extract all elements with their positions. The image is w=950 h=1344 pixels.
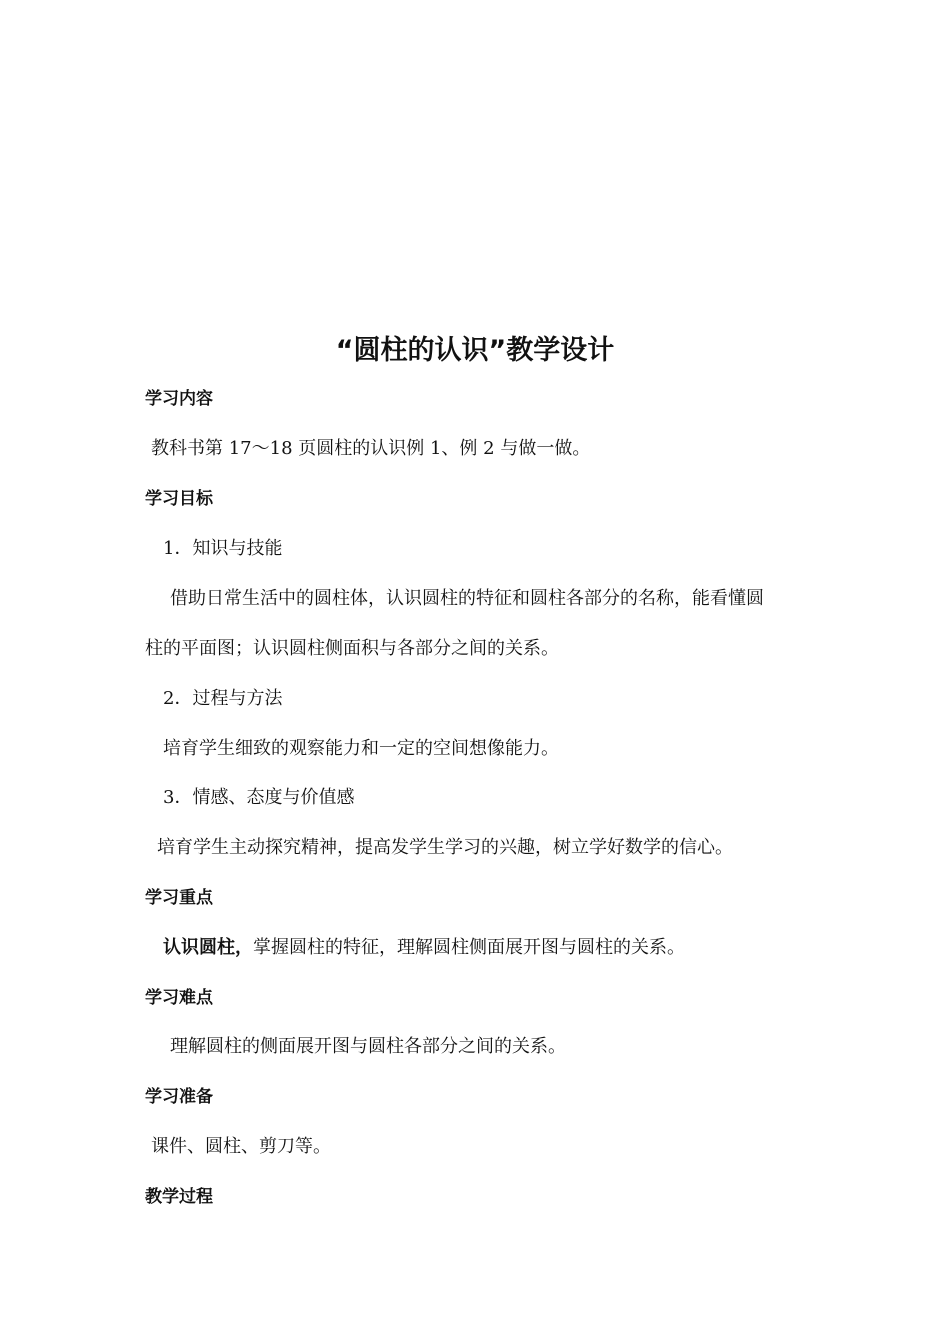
paragraph-goal-3: 培育学生主动探究精神，提高发学生学习的兴趣，树立学好数学的信心。 bbox=[157, 837, 733, 858]
subheading-goal-2: 2．过程与方法 bbox=[163, 688, 283, 709]
document-title: “圆柱的认识”教学设计 bbox=[335, 335, 615, 366]
paragraph-goal-1-line-1: 借助日常生活中的圆柱体，认识圆柱的特征和圆柱各部分的名称，能看懂圆 bbox=[170, 588, 764, 609]
paragraph-learning-preparation: 课件、圆柱、剪刀等。 bbox=[151, 1136, 331, 1157]
paragraph-goal-1-line-2: 柱的平面图；认识圆柱侧面积与各部分之间的关系。 bbox=[145, 638, 559, 659]
subheading-goal-1: 1．知识与技能 bbox=[163, 538, 283, 559]
paragraph-learning-focus bbox=[163, 933, 685, 963]
heading-learning-content: 学习内容 bbox=[145, 389, 213, 409]
subheading-goal-3: 3．情感、态度与价值感 bbox=[163, 787, 355, 808]
focus-text-run: 掌握圆柱的特征，理解圆柱侧面展开图与圆柱的关系。 bbox=[253, 937, 685, 958]
paragraph-goal-2: 培育学生细致的观察能力和一定的空间想像能力。 bbox=[163, 738, 559, 759]
heading-learning-difficulty: 学习难点 bbox=[145, 988, 213, 1008]
heading-teaching-process: 教学过程 bbox=[145, 1187, 213, 1207]
paragraph-learning-difficulty: 理解圆柱的侧面展开图与圆柱各部分之间的关系。 bbox=[170, 1036, 566, 1057]
focus-bold-run: 认识圆柱， bbox=[163, 937, 253, 958]
paragraph-learning-content: 教科书第 17～18 页圆柱的认识例 1、例 2 与做一做。 bbox=[151, 438, 591, 459]
heading-learning-preparation: 学习准备 bbox=[145, 1087, 213, 1107]
heading-learning-goals: 学习目标 bbox=[145, 489, 213, 509]
heading-learning-focus: 学习重点 bbox=[145, 888, 213, 908]
